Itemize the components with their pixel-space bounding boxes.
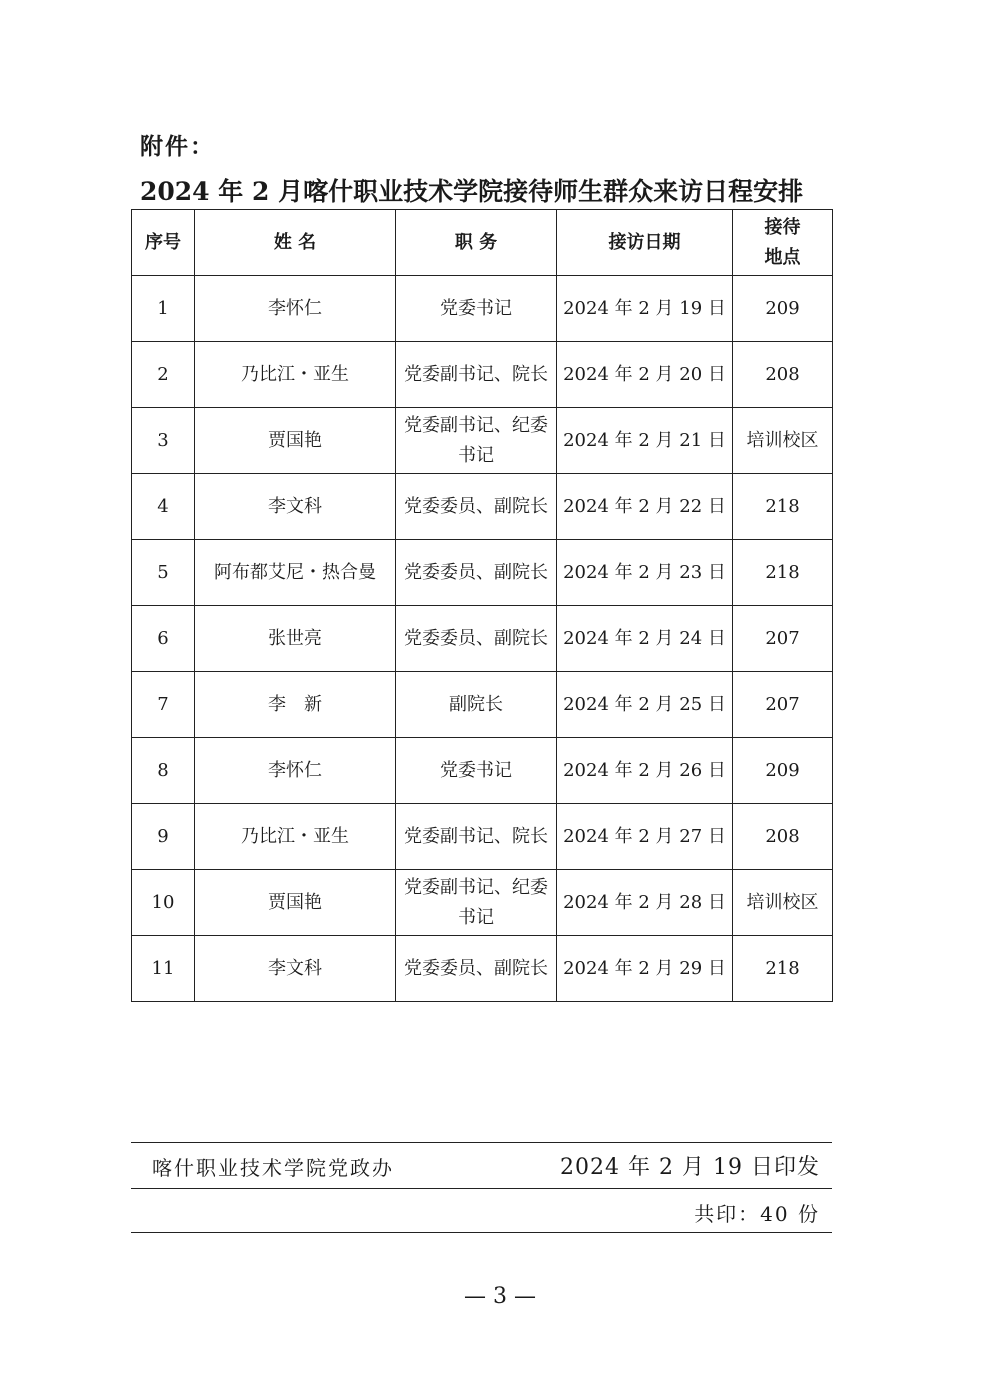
- cell-index: 6: [132, 606, 195, 672]
- attachment-label: 附件：: [140, 134, 215, 160]
- cell-name: 李 新: [195, 672, 396, 738]
- cell-place: 218: [733, 936, 833, 1002]
- table-row: [132, 276, 833, 342]
- cell-position: 党委委员、副院长: [396, 540, 557, 606]
- table-row: [132, 936, 833, 1002]
- cell-position: 党委委员、副院长: [396, 474, 557, 540]
- cell-place: 培训校区: [733, 870, 833, 936]
- document-title: 2024 年 2 月喀什职业技术学院接待师生群众来访日程安排: [140, 177, 804, 206]
- table-header-row: [132, 210, 833, 276]
- header-name: 姓 名: [195, 210, 396, 276]
- footer-rule-top: [131, 1142, 832, 1143]
- cell-position: 副院长: [396, 672, 557, 738]
- cell-name: 李怀仁: [195, 738, 396, 804]
- footer-rule-middle: [131, 1188, 832, 1189]
- cell-index: 10: [132, 870, 195, 936]
- cell-place: 208: [733, 342, 833, 408]
- cell-index: 2: [132, 342, 195, 408]
- cell-position: 党委委员、副院长: [396, 936, 557, 1002]
- cell-place: 208: [733, 804, 833, 870]
- cell-date: 2024 年 2 月 29 日: [557, 936, 733, 1002]
- cell-name: 贾国艳: [195, 408, 396, 474]
- table-row: [132, 738, 833, 804]
- cell-date: 2024 年 2 月 25 日: [557, 672, 733, 738]
- cell-date: 2024 年 2 月 22 日: [557, 474, 733, 540]
- footer-office: 喀什职业技术学院党政办: [152, 1156, 394, 1180]
- cell-name: 张世亮: [195, 606, 396, 672]
- cell-position: 党委副书记、院长: [396, 342, 557, 408]
- cell-name: 乃比江・亚生: [195, 342, 396, 408]
- cell-date: 2024 年 2 月 26 日: [557, 738, 733, 804]
- table-row: [132, 540, 833, 606]
- table-row: [132, 606, 833, 672]
- table-row: [132, 804, 833, 870]
- table-row: [132, 342, 833, 408]
- cell-name: 阿布都艾尼・热合曼: [195, 540, 396, 606]
- cell-place: 218: [733, 540, 833, 606]
- cell-place: 209: [733, 276, 833, 342]
- table-row: [132, 474, 833, 540]
- cell-index: 1: [132, 276, 195, 342]
- cell-name: 李文科: [195, 474, 396, 540]
- cell-place: 207: [733, 672, 833, 738]
- schedule-table: [131, 209, 833, 1002]
- cell-position: 党委副书记、院长: [396, 804, 557, 870]
- cell-index: 8: [132, 738, 195, 804]
- cell-name: 贾国艳: [195, 870, 396, 936]
- cell-position: 党委书记: [396, 276, 557, 342]
- header-index: 序号: [132, 210, 195, 276]
- cell-date: 2024 年 2 月 24 日: [557, 606, 733, 672]
- cell-date: 2024 年 2 月 28 日: [557, 870, 733, 936]
- cell-index: 7: [132, 672, 195, 738]
- cell-date: 2024 年 2 月 20 日: [557, 342, 733, 408]
- cell-index: 5: [132, 540, 195, 606]
- cell-name: 李怀仁: [195, 276, 396, 342]
- cell-index: 11: [132, 936, 195, 1002]
- cell-place: 207: [733, 606, 833, 672]
- cell-date: 2024 年 2 月 23 日: [557, 540, 733, 606]
- cell-name: 乃比江・亚生: [195, 804, 396, 870]
- footer-copies: 共印：40 份: [694, 1202, 820, 1226]
- cell-position: 党委委员、副院长: [396, 606, 557, 672]
- cell-date: 2024 年 2 月 21 日: [557, 408, 733, 474]
- footer-rule-bottom: [131, 1232, 832, 1233]
- table-row: [132, 870, 833, 936]
- table-row: [132, 408, 833, 474]
- cell-name: 李文科: [195, 936, 396, 1002]
- cell-place: 209: [733, 738, 833, 804]
- table-body: [132, 276, 833, 1002]
- header-date: 接访日期: [557, 210, 733, 276]
- cell-position: 党委副书记、纪委书记: [396, 870, 557, 936]
- cell-position: 党委书记: [396, 738, 557, 804]
- cell-date: 2024 年 2 月 27 日: [557, 804, 733, 870]
- footer-print-date: 2024 年 2 月 19 日印发: [560, 1155, 820, 1180]
- cell-index: 3: [132, 408, 195, 474]
- cell-position: 党委副书记、纪委书记: [396, 408, 557, 474]
- cell-index: 9: [132, 804, 195, 870]
- cell-date: 2024 年 2 月 19 日: [557, 276, 733, 342]
- header-place: 接待 地点: [733, 210, 833, 276]
- page-number: — 3 —: [464, 1284, 536, 1309]
- header-position: 职 务: [396, 210, 557, 276]
- cell-place: 218: [733, 474, 833, 540]
- table-row: [132, 672, 833, 738]
- cell-index: 4: [132, 474, 195, 540]
- cell-place: 培训校区: [733, 408, 833, 474]
